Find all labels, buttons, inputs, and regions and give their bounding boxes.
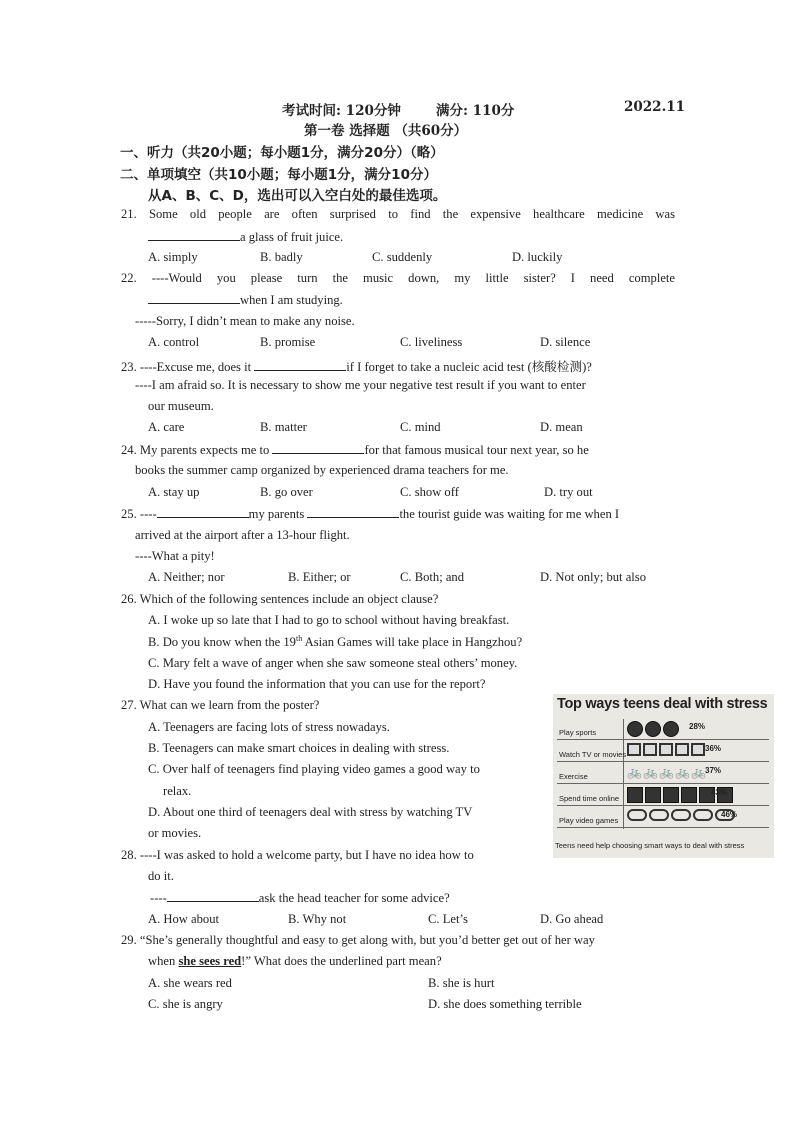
q25-blank-1[interactable] xyxy=(157,506,249,518)
q21-option-a: A. simply xyxy=(148,250,198,264)
bike-icon: 🚲 xyxy=(691,765,706,779)
q28-option-c: C. Let’s xyxy=(428,912,468,926)
q23-line1: 23. ----Excuse me, does it if I forget to take a nucleic acid test (核酸检测)? xyxy=(121,360,592,374)
basketball-icon xyxy=(627,721,643,737)
tv-icons xyxy=(627,743,705,759)
poster-row-label: Play video games xyxy=(559,816,619,825)
q29-line2: when she sees red!” What does the underlined part mean? xyxy=(148,954,442,968)
q21-line1: 21. Some old people are often surprised to find the expensive healthcare medicine was xyxy=(121,207,675,221)
q27-option-a: A. Teenagers are facing lots of stress nowadays. xyxy=(148,720,390,734)
poster-row-label: Exercise xyxy=(559,772,588,781)
q27-option-c: C. Over half of teenagers find playing video games a good way to xyxy=(148,762,480,776)
phone-icon xyxy=(645,787,661,803)
tv-icon xyxy=(691,743,705,756)
q22-blank[interactable] xyxy=(148,292,240,304)
tv-icon xyxy=(643,743,657,756)
section-listening: 一、听力（共20小题；每小题1分，满分20分）（略） xyxy=(120,145,444,161)
bike-icon: 🚲 xyxy=(643,765,658,779)
poster-row-sports xyxy=(557,719,769,740)
poster-row-tv xyxy=(557,741,769,762)
basketball-icon xyxy=(663,721,679,737)
q25-option-a: A. Neither; nor xyxy=(148,570,225,584)
q22-option-c: C. liveliness xyxy=(400,335,463,349)
phone-icon xyxy=(663,787,679,803)
q28-option-d: D. Go ahead xyxy=(540,912,604,926)
phone-icon xyxy=(681,787,697,803)
exam-date: 2022.11 xyxy=(624,99,686,115)
q23-option-c: C. mind xyxy=(400,420,441,434)
q28-line1: 28. ----I was asked to hold a welcome party, but I have no idea how to xyxy=(121,848,474,862)
q22-option-b: B. promise xyxy=(260,335,316,349)
gamepad-icons xyxy=(627,809,738,825)
section-instruction: 从A、B、C、D，选出可以入空白处的最佳选项。 xyxy=(148,188,447,204)
q29-option-b: B. she is hurt xyxy=(428,976,495,990)
part-title: 第一卷 选择题 （共60分） xyxy=(304,123,468,139)
poster-row-label: Spend time online xyxy=(559,794,620,803)
poster-row-online xyxy=(557,785,769,806)
poster-row-pct: 46% xyxy=(721,810,738,819)
q28-blank[interactable] xyxy=(167,890,259,902)
q27-option-c-cont: relax. xyxy=(163,784,192,798)
bike-icon: 🚲 xyxy=(675,765,690,779)
q27-stem: 27. What can we learn from the poster? xyxy=(121,698,320,712)
q23-blank[interactable] xyxy=(254,359,346,371)
q25-option-d: D. Not only; but also xyxy=(540,570,646,584)
q28-line2: do it. xyxy=(148,869,174,883)
poster-row-label: Watch TV or movies xyxy=(559,750,627,759)
stress-poster xyxy=(553,694,774,858)
q29-option-c: C. she is angry xyxy=(148,997,223,1011)
q29-option-d: D. she does something terrible xyxy=(428,997,582,1011)
q24-line2: books the summer camp organized by experienced drama teachers for me. xyxy=(135,463,509,477)
q22-line3: -----Sorry, I didn’t mean to make any noise. xyxy=(135,314,355,328)
q22-option-a: A. control xyxy=(148,335,200,349)
poster-row-pct: 43% xyxy=(711,788,728,797)
q24-option-a: A. stay up xyxy=(148,485,200,499)
q29-line1: 29. “She’s generally thoughtful and easy to get along with, but you’d better get out of her way xyxy=(121,933,595,947)
q27-option-b: B. Teenagers can make smart choices in dealing with stress. xyxy=(148,741,450,755)
q21-option-d: D. luckily xyxy=(512,250,563,264)
q25-line2: arrived at the airport after a 13-hour flight. xyxy=(135,528,350,542)
q25-option-c: C. Both; and xyxy=(400,570,465,584)
gamepad-icon xyxy=(671,809,691,821)
q28-option-a: A. How about xyxy=(148,912,220,926)
q23-option-b: B. matter xyxy=(260,420,307,434)
tv-icon xyxy=(659,743,673,756)
q21-blank[interactable] xyxy=(148,229,240,241)
gamepad-icon xyxy=(627,809,647,821)
q27-option-d-cont: or movies. xyxy=(148,826,202,840)
q26-option-d: D. Have you found the information that you can use for the report? xyxy=(148,677,486,691)
q23-option-a: A. care xyxy=(148,420,185,434)
section-single-choice: 二、单项填空（共10小题；每小题1分，满分10分） xyxy=(120,167,437,183)
q26-option-b: B. Do you know when the 19th Asian Games will take place in Hangzhou? xyxy=(148,634,523,650)
q27-option-d: D. About one third of teenagers deal with stress by watching TV xyxy=(148,805,473,819)
poster-row-pct: 28% xyxy=(689,722,706,731)
tv-icon xyxy=(675,743,689,756)
q24-option-c: C. show off xyxy=(400,485,459,499)
q25-line3: ----What a pity! xyxy=(135,549,215,563)
q29-option-a: A. she wears red xyxy=(148,976,232,990)
q23-option-d: D. mean xyxy=(540,420,583,434)
q21-option-b: B. badly xyxy=(260,250,303,264)
q23-line3: our museum. xyxy=(148,399,214,413)
q24-line1: 24. My parents expects me to for that famous musical tour next year, so he xyxy=(121,443,589,457)
poster-row-pct: 36% xyxy=(705,744,722,753)
poster-row-pct: 37% xyxy=(705,766,722,775)
q21-line2: a glass of fruit juice. xyxy=(148,229,343,245)
poster-title: Top ways teens deal with stress xyxy=(557,696,768,712)
q22-option-d: D. silence xyxy=(540,335,591,349)
q29-underlined-phrase: she sees red xyxy=(178,954,242,968)
q26-option-c: C. Mary felt a wave of anger when she saw someone steal others’ money. xyxy=(148,656,518,670)
q24-option-b: B. go over xyxy=(260,485,313,499)
q25-option-b: B. Either; or xyxy=(288,570,351,584)
bike-icons xyxy=(627,765,705,781)
poster-row-label: Play sports xyxy=(559,728,597,737)
q22-line2: when I am studying. xyxy=(148,292,343,308)
phone-icon xyxy=(627,787,643,803)
q25-line1: 25. ---- my parents the tourist guide was waiting for me when I xyxy=(121,507,620,521)
q25-blank-2[interactable] xyxy=(307,506,399,518)
bike-icon: 🚲 xyxy=(627,765,642,779)
gamepad-icon xyxy=(693,809,713,821)
gamepad-icon xyxy=(649,809,669,821)
q24-blank[interactable] xyxy=(272,442,364,454)
poster-footer: Teens need help choosing smart ways to deal with stress xyxy=(555,841,745,850)
tv-icon xyxy=(627,743,641,756)
bike-icon: 🚲 xyxy=(659,765,674,779)
poster-row-exercise xyxy=(557,763,769,784)
q28-option-b: B. Why not xyxy=(288,912,347,926)
basketball-icons xyxy=(627,721,679,737)
basketball-icon xyxy=(645,721,661,737)
q28-line3: ---- ask the head teacher for some advice? xyxy=(150,891,450,905)
q23-line2: ----I am afraid so. It is necessary to show me your negative test result if you want to enter xyxy=(135,378,586,392)
q26-stem: 26. Which of the following sentences include an object clause? xyxy=(121,592,439,606)
poster-row-games xyxy=(557,807,769,828)
q22-line1: 22. ----Would you please turn the music down, my little sister? I need complete xyxy=(121,271,675,285)
q21-option-c: C. suddenly xyxy=(372,250,433,264)
exam-time: 考试时间: 120分钟 xyxy=(282,103,401,119)
q26-option-a: A. I woke up so late that I had to go to school without having breakfast. xyxy=(148,613,510,627)
q24-option-d: D. try out xyxy=(544,485,593,499)
exam-score: 满分: 110分 xyxy=(436,103,515,119)
